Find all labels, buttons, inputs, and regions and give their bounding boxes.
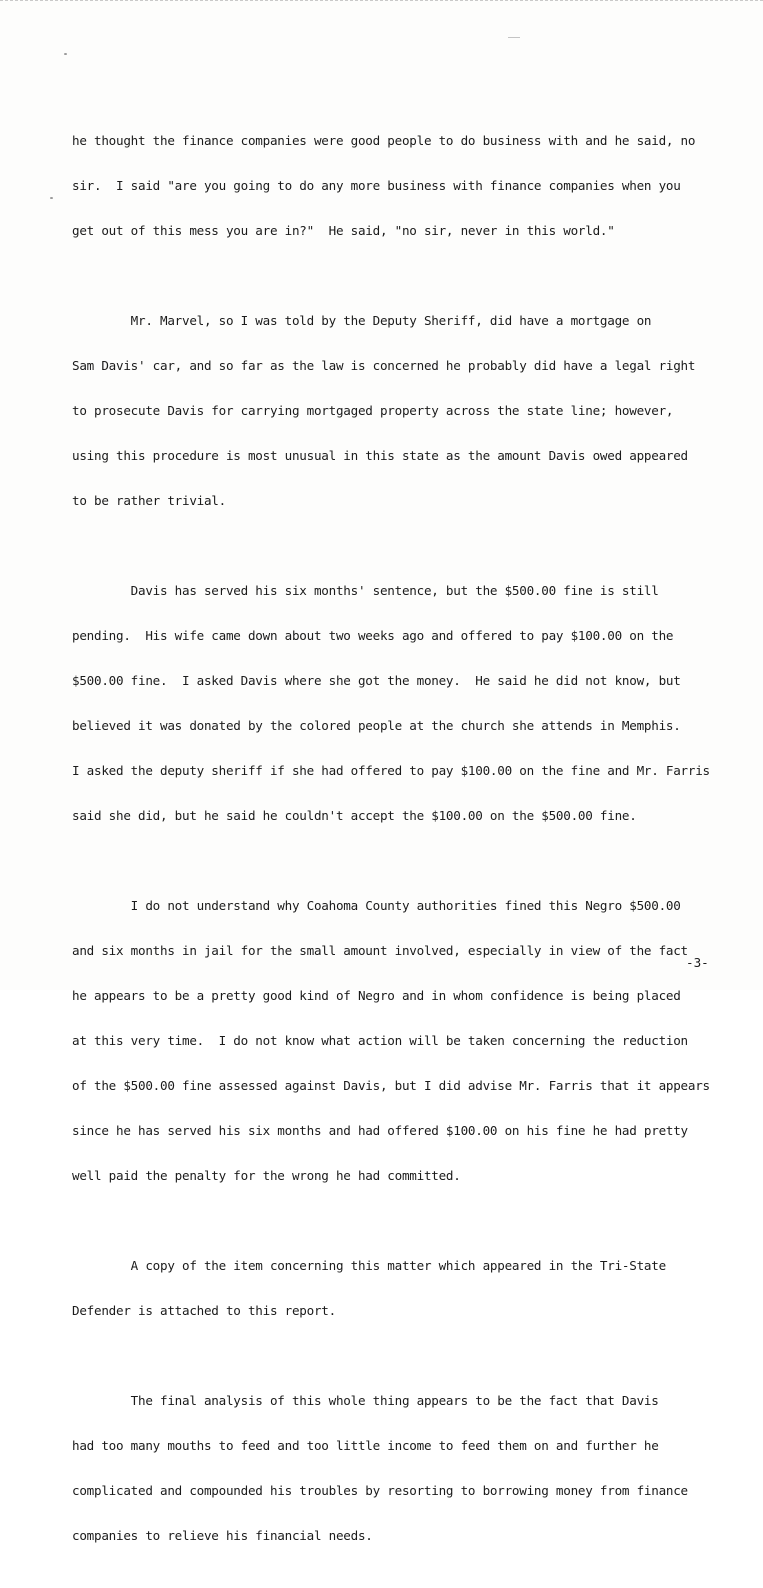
text-line: had too many mouths to feed and too little income to feed them on and further he <box>72 1438 659 1453</box>
paragraph-6 <box>72 1363 732 1573</box>
text-line: complicated and compounded his troubles by resorting to borrowing money from finance <box>72 1483 688 1498</box>
text-line: The final analysis of this whole thing appears to be the fact that Davis <box>72 1393 659 1408</box>
text-line: to prosecute Davis for carrying mortgaged property across the state line; however, <box>72 403 674 418</box>
text-line: believed it was donated by the colored people at the church she attends in Memphis. <box>72 718 681 733</box>
page-number: -3- <box>686 955 709 970</box>
text-line: Defender is attached to this report. <box>72 1303 336 1318</box>
scan-speck-mark <box>64 53 67 55</box>
text-line: he appears to be a pretty good kind of Negro and in whom confidence is being placed <box>72 988 681 1003</box>
text-line: using this procedure is most unusual in this state as the amount Davis owed appeared <box>72 448 688 463</box>
text-line: Davis has served his six months' sentence, but the $500.00 fine is still <box>72 583 659 598</box>
paragraph-3 <box>72 553 732 853</box>
text-line: said she did, but he said he couldn't accept the $100.00 on the $500.00 fine. <box>72 808 637 823</box>
paragraph-1 <box>72 103 732 268</box>
text-line: I do not understand why Coahoma County authorities fined this Negro $500.00 <box>72 898 681 913</box>
text-line: A copy of the item concerning this matter which appeared in the Tri-State <box>72 1258 666 1273</box>
text-line: Mr. Marvel, so I was told by the Deputy Sheriff, did have a mortgage on <box>72 313 652 328</box>
text-line: get out of this mess you are in?" He said, "no sir, never in this world." <box>72 223 615 238</box>
body-text <box>72 103 732 1588</box>
paragraph-5 <box>72 1228 732 1348</box>
scan-speck-mark <box>50 197 53 199</box>
text-line: $500.00 fine. I asked Davis where she got the money. He said he did not know, but <box>72 673 681 688</box>
paragraph-4 <box>72 868 732 1213</box>
text-line: of the $500.00 fine assessed against Davis, but I did advise Mr. Farris that it appears <box>72 1078 710 1093</box>
text-line: and six months in jail for the small amount involved, especially in view of the fact <box>72 943 688 958</box>
text-line: pending. His wife came down about two weeks ago and offered to pay $100.00 on the <box>72 628 674 643</box>
text-line: Sam Davis' car, and so far as the law is concerned he probably did have a legal right <box>72 358 696 373</box>
text-line: at this very time. I do not know what action will be taken concerning the reduction <box>72 1033 688 1048</box>
text-line: I asked the deputy sheriff if she had offered to pay $100.00 on the fine and Mr. Farris <box>72 763 710 778</box>
text-line: since he has served his six months and had offered $100.00 on his fine he had pretty <box>72 1123 688 1138</box>
text-line: well paid the penalty for the wrong he had committed. <box>72 1168 461 1183</box>
text-line: to be rather trivial. <box>72 493 226 508</box>
paragraph-2 <box>72 283 732 538</box>
text-line: he thought the finance companies were good people to do business with and he said, no <box>72 133 696 148</box>
text-line: companies to relieve his financial needs. <box>72 1528 373 1543</box>
text-line: sir. I said "are you going to do any more business with finance companies when you <box>72 178 681 193</box>
scan-speck-mark <box>508 37 520 38</box>
